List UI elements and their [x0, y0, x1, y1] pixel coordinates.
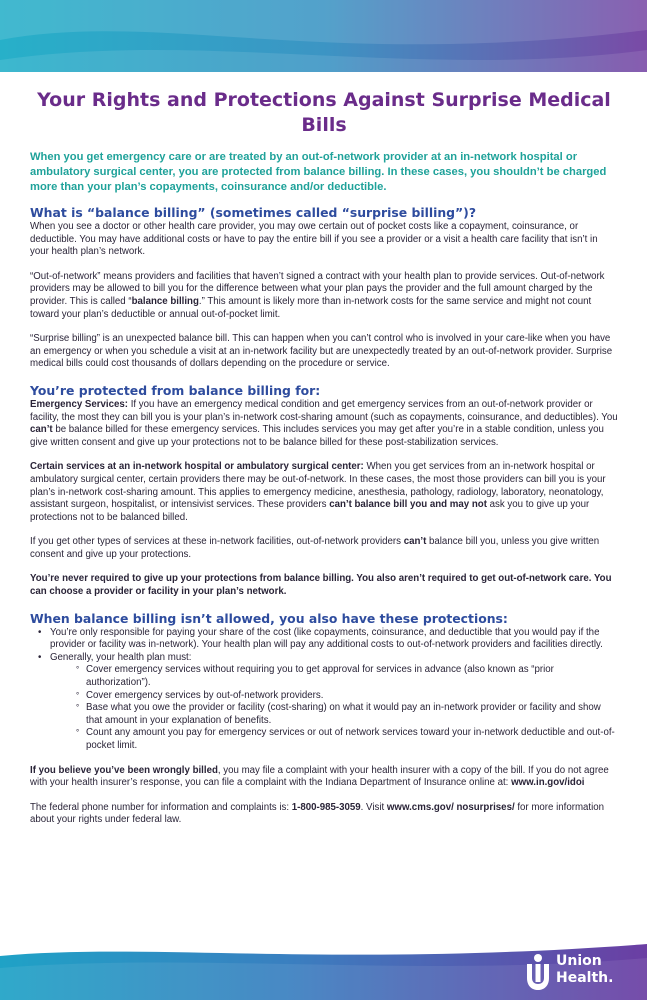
list-item: • Generally, your health plan must: ° Cover emergency services without requiring you to get approval for services in advance (also known as “prior authorization”). ° Cover emergency services by out-of-network providers. ° Base what you owe the provider or facility (cost-sharing) on what it would pay an in-network provider or facility and show that amount in your explanation of benefits. ° Count any amount you pay for emergency services or out of network services toward your in-network deductible and out-of-pocket limit. [38, 652, 618, 753]
balance-billing-paragraph-1: When you see a doctor or other health care provider, you may owe certain out of pocket costs like a copayment, coinsurance, or deductible. You may have additional costs or have to pay the entire bill if you see a provider or a visit a health care facility that isn’t in your health plan’s network. [30, 221, 598, 258]
sub-bullet-icon: ° [76, 728, 80, 738]
bullet-icon: • [38, 626, 42, 638]
sub-list-item: ° Cover emergency services by out-of-network providers. [76, 689, 324, 701]
document-body [30, 88, 618, 839]
federal-paragraph: The federal phone number for information and complaints is: 1-800-985-3059. Visit www.cms.gov/ nosurprises/ for more information about your rights under federal law. [30, 801, 605, 826]
section-heading-also-protections: When balance billing isn’t allowed, you also have these protections: [30, 610, 508, 626]
sub-bullet-icon: ° [76, 665, 80, 675]
list-item: • You’re only responsible for paying your share of the cost (like copayments, coinsurance, and deductible that you would pay if the provider or facility was in-network). Your health plan will pay any additional costs to out-of-network providers and facilities directly. [38, 626, 603, 651]
header-wave-decoration [0, 0, 647, 72]
phone-number: 1-800-985-3059 [291, 801, 361, 813]
emergency-services-paragraph: Emergency Services: If you have an emergency medical condition and get emergency services from an out-of-network provider or facility, the most they can bill you is your plan’s in-network cost-sharing amount (such as copayments, coinsurance, and deductibles). You can’t be balance billed for these emergency services. This includes services you may get after you’re in a stable condition, unless you give written consent and give up your protections not to be balance billed for these post-stabilization services. [30, 398, 618, 448]
union-health-logo [524, 952, 634, 992]
sub-list-item: ° Count any amount you pay for emergency services or out of network services toward your in-network deductible and out-of-pocket limit. [76, 727, 615, 751]
health-plan-must-list [50, 664, 618, 752]
sub-list-item: ° Cover emergency services without requiring you to get approval for services in advance (also known as “prior authorization”). [76, 664, 554, 689]
idoi-link[interactable]: www.in.gov/idoi [511, 777, 585, 789]
certain-services-paragraph: Certain services at an in-network hospital or ambulatory surgical center: When you get services from an in-network hospital or ambulatory surgical center, certain providers there may be out-of-network. In these cases, the most those providers can bill you is your plan’s in-network cost-sharing amount. This applies to emergency medicine, anesthesia, pathology, radiology, laboratory, neonatology, assistant surgeon, hospitalist, or intensivist services. These providers can’t balance bill you and may not ask you to give up your protections not to be balanced billed. [30, 461, 606, 523]
never-required-paragraph: You’re never required to give up your protections from balance billing. You also aren’t required to get out-of-network care. You can choose a provider or facility in your plan’s network. [30, 573, 612, 598]
bullet-icon: • [38, 651, 42, 663]
balance-billing-paragraph-3: “Surprise billing” is an unexpected balance bill. This can happen when you can’t control who is involved in your care-like when you have an emergency or when you schedule a visit at an in-network facility but are unexpectedly treated by an out-of-network provider. Surprise medical bills could cost thousands of dollars depending on the procedure or service. [30, 333, 613, 370]
union-health-logo-icon [524, 952, 552, 992]
cms-link[interactable]: www.cms.gov/ nosurprises/ [386, 801, 515, 813]
intro-paragraph: When you get emergency care or are treated by an out-of-network provider at an in-network hospital or ambulatory surgical center, you are protected from balance billing. In these cases, you shouldn’t be charged more than your plan’s copayments, coinsurance and/or deductible. [30, 151, 607, 193]
section-heading-protected: You’re protected from balance billing for: [30, 382, 321, 398]
section-heading-balance-billing: What is “balance billing” (sometimes called “surprise billing”)? [30, 205, 477, 220]
balance-billing-paragraph-2: “Out-of-network” means providers and facilities that haven’t signed a contract with your health plan to provide services. Out-of-network providers may be allowed to bill you for the difference between what your plan pays the provider and the full amount charged by the provider. This is called “balance billing.” This amount is likely more than in-network costs for the same service and might not count toward your plan’s deductible or annual out-of-pocket limit. [30, 270, 605, 320]
page-title: Your Rights and Protections Against Surprise Medical Bills [37, 89, 611, 136]
protections-list [30, 627, 618, 753]
header-band [0, 0, 647, 72]
complaint-paragraph: If you believe you’ve been wrongly billed, you may file a complaint with your health insurer with a copy of the bill. If you do not agree with your health insurer’s response, you can file a complaint with the Indiana Department of Insurance online at: www.in.gov/idoi [30, 764, 609, 789]
sub-list-item: ° Base what you owe the provider or facility (cost-sharing) on what it would pay an in-network provider or facility and show that amount in your explanation of benefits. [76, 702, 601, 726]
sub-bullet-icon: ° [76, 703, 80, 713]
logo-wordmark: Union Health. [556, 953, 614, 986]
sub-bullet-icon: ° [76, 690, 80, 700]
other-services-paragraph: If you get other types of services at these in-network facilities, out-of-network providers can’t balance bill you, unless you give written consent and give up your protections. [30, 536, 600, 560]
